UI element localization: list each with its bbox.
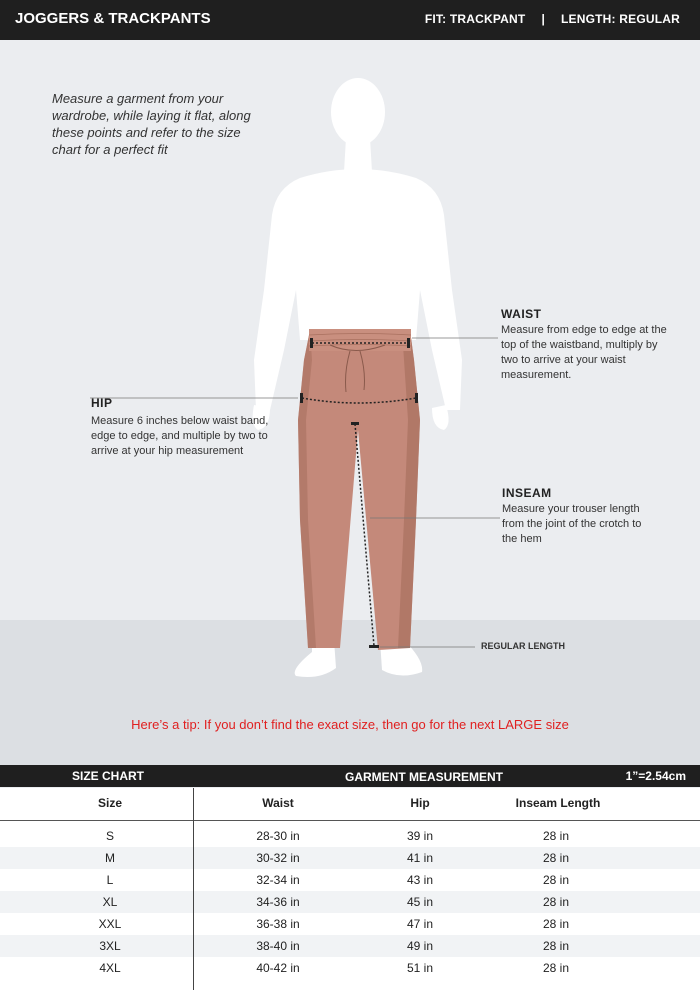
size-chart-header <box>0 765 700 787</box>
waist-title: WAIST <box>501 307 542 321</box>
waist-cell: 30-32 in <box>256 851 300 865</box>
waist-cell: 40-42 in <box>256 961 300 975</box>
column-header-inseam: Inseam Length <box>515 796 601 810</box>
hip-cell: 51 in <box>406 961 434 975</box>
garment-measurement-label: GARMENT MEASUREMENT <box>345 770 503 784</box>
size-chart-label: SIZE CHART <box>72 769 144 783</box>
hip-cell: 43 in <box>406 873 434 887</box>
table-row <box>0 935 700 957</box>
header-separator: | <box>541 12 545 26</box>
waist-cell: 28-30 in <box>256 829 300 843</box>
length-label: LENGTH: REGULAR <box>561 12 680 26</box>
inseam-title: INSEAM <box>502 486 552 500</box>
page-title: JOGGERS & TRACKPANTS <box>15 10 211 27</box>
hip-cell: 47 in <box>406 917 434 931</box>
size-cell: 4XL <box>99 961 121 975</box>
size-tip: Here’s a tip: If you don’t find the exact size, then go for the next LARGE size <box>131 717 569 732</box>
table-row <box>0 825 700 847</box>
hip-cell: 49 in <box>406 939 434 953</box>
size-cell: XXL <box>98 917 122 931</box>
inseam-cell: 28 in <box>542 939 570 953</box>
waist-cell: 38-40 in <box>256 939 300 953</box>
inseam-cell: 28 in <box>542 829 570 843</box>
inseam-cell: 28 in <box>542 917 570 931</box>
size-chart-table <box>0 788 700 990</box>
inseam-cell: 28 in <box>542 895 570 909</box>
table-header-row <box>0 788 700 821</box>
hip-cell: 41 in <box>406 851 434 865</box>
hip-cell: 39 in <box>406 829 434 843</box>
column-header-hip: Hip <box>410 796 430 810</box>
waist-description: Measure from edge to edge at the top of the waistband, multiply by two to arrive at your waist measurement. <box>501 324 667 381</box>
waist-cell: 34-36 in <box>256 895 300 909</box>
hip-cell: 45 in <box>406 895 434 909</box>
unit-conversion: 1”=2.54cm <box>625 769 686 783</box>
hip-title: HIP <box>91 396 113 410</box>
waist-cell: 36-38 in <box>256 917 300 931</box>
size-cell: L <box>106 873 114 887</box>
column-divider <box>193 788 194 990</box>
table-row <box>0 891 700 913</box>
size-cell: XL <box>102 895 118 909</box>
column-header-waist: Waist <box>262 796 294 810</box>
regular-length-label: REGULAR LENGTH <box>481 641 565 651</box>
hip-description: Measure 6 inches below waist band, edge to edge, and multiple by two to arrive at your hip measurement <box>91 415 269 457</box>
table-row <box>0 957 700 979</box>
size-cell: M <box>105 851 115 865</box>
inseam-description: Measure your trouser length from the joint of the crotch to the hem <box>502 503 642 545</box>
inseam-cell: 28 in <box>542 873 570 887</box>
column-header-size: Size <box>97 796 122 810</box>
intro-text: Measure a garment from your wardrobe, while laying it flat, along these points and refer to the size chart for a perfect fit <box>52 91 251 157</box>
size-cell: 3XL <box>99 939 121 953</box>
size-cell: S <box>105 829 114 843</box>
fit-label: FIT: TRACKPANT <box>424 12 526 26</box>
table-row <box>0 913 700 935</box>
table-row <box>0 869 700 891</box>
inseam-cell: 28 in <box>542 851 570 865</box>
inseam-cell: 28 in <box>542 961 570 975</box>
table-row <box>0 847 700 869</box>
waist-cell: 32-34 in <box>256 873 300 887</box>
trackpant-icon <box>298 329 420 650</box>
